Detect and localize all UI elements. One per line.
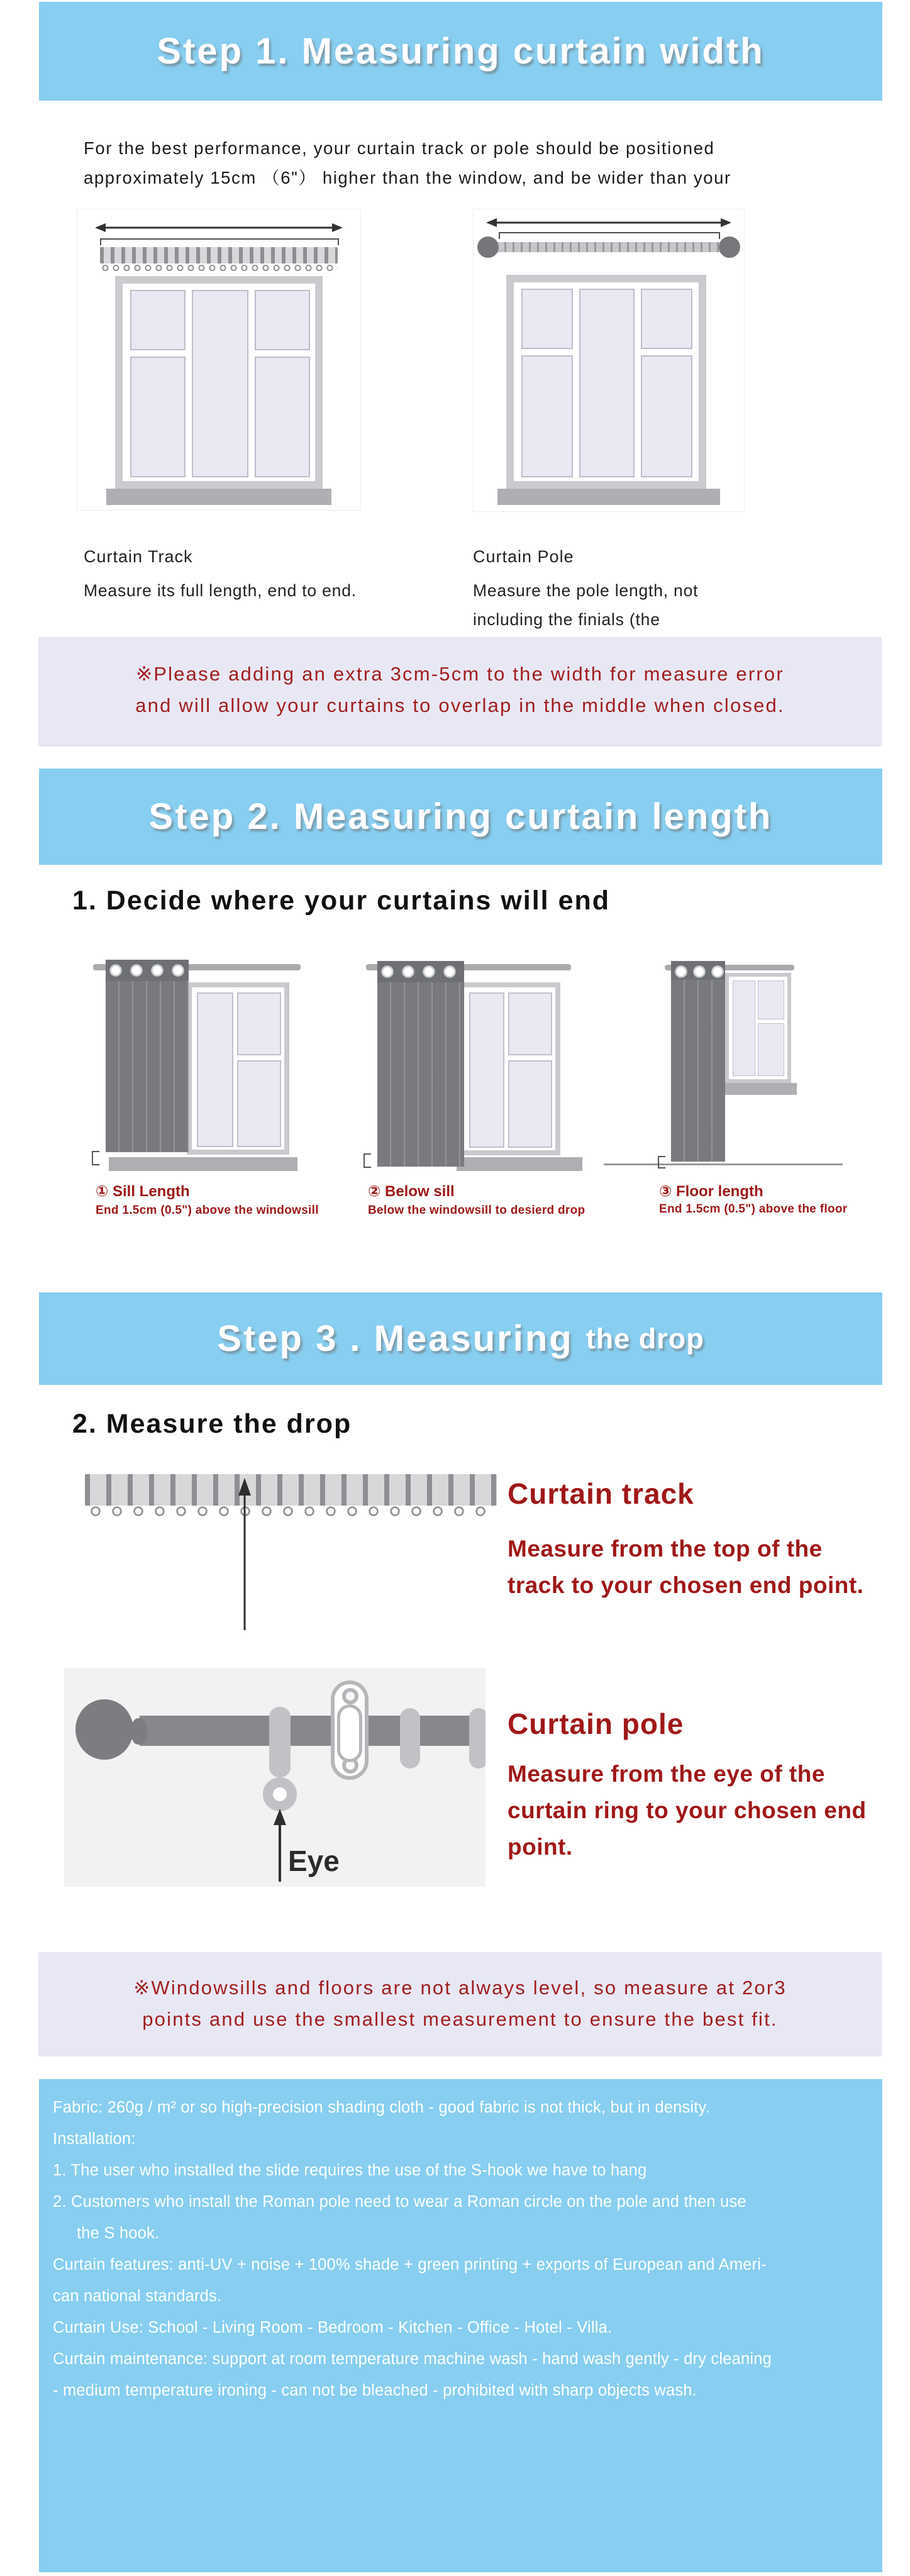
windowsill	[109, 1157, 297, 1171]
ring-eye	[263, 1777, 297, 1811]
windowsill	[715, 1083, 797, 1095]
curtain-ring	[400, 1708, 420, 1768]
detail-line: Curtain Use: School - Living Room - Bedroom - Kitchen - Office - Hotel - Villa.	[53, 2319, 613, 2336]
step2-banner	[39, 769, 882, 865]
curtain-pole-desc: Measure from the eye of the curtain ring to your chosen end point.	[508, 1761, 867, 1860]
track-gliders	[100, 264, 338, 272]
eye-label: Eye	[288, 1845, 340, 1877]
window-pane	[255, 290, 310, 350]
up-arrow-icon	[272, 1809, 288, 1882]
window-pane	[130, 290, 186, 350]
width-note	[38, 637, 882, 747]
caption-desc: Measure the pole length, not including the finials (the	[473, 581, 699, 629]
window-pane	[197, 992, 233, 1147]
step1-banner	[39, 2, 882, 101]
detail-line: 2. Customers who install the Roman pole need to wear a Roman circle on the pole and then use	[53, 2193, 746, 2211]
option-desc: Below the windowsill to desierd drop	[368, 1204, 585, 1217]
step2-banner-title: Step 2. Measuring curtain length	[148, 796, 773, 837]
intro-paragraph	[84, 133, 845, 192]
detail-line: Curtain features: anti-UV + noise + 100% shade + green printing + exports of European and Ameri-	[53, 2256, 767, 2273]
window-pane	[237, 1060, 281, 1147]
window-pane	[255, 357, 310, 477]
detail-line: Fabric: 260g / m² or so high-precision shading cloth - good fabric is not thick, but in density.	[53, 2099, 710, 2116]
pole-finial-left	[477, 236, 499, 258]
bracket-slot	[337, 1704, 362, 1762]
step3-banner-subtitle: the drop	[585, 1322, 704, 1355]
width-arrow-icon	[95, 222, 343, 233]
caption-title: Curtain Pole	[473, 547, 574, 566]
grommet-header	[106, 960, 189, 981]
grommet-header	[377, 961, 464, 982]
pole-finial-collar	[131, 1718, 147, 1745]
window-pane	[508, 992, 552, 1055]
note-line-1: ※Windowsills and floors are not always level, so measure at 2or3	[133, 1977, 787, 1999]
curtain-track-caption	[84, 547, 357, 605]
curtain-ring	[469, 1708, 486, 1768]
product-details-panel	[39, 2079, 882, 2572]
note-line-2: points and use the smallest measurement to ensure the best fit.	[142, 2008, 778, 2030]
curtain-panel	[106, 960, 189, 1152]
end-point-mark	[658, 1156, 665, 1169]
measure-bracket	[499, 232, 720, 239]
up-arrow-icon	[235, 1478, 254, 1630]
window	[459, 982, 560, 1155]
detail-line: - medium temperature ironing - can not be bleached - prohibited with sharp objects wash.	[53, 2382, 697, 2399]
measure-bracket	[100, 238, 339, 245]
pole-finial-right	[719, 236, 740, 258]
track-gliders	[85, 1506, 497, 1518]
curtain-pole-diagram	[473, 209, 745, 512]
curtain-panel	[671, 961, 725, 1162]
step1-banner-title: Step 1. Measuring curtain width	[157, 31, 765, 72]
option-desc: End 1.5cm (0.5") above the windowsill	[96, 1204, 319, 1217]
detail-line: 1. The user who installed the slide requires the use of the S-hook we have to hang	[53, 2162, 647, 2179]
detail-line: Curtain maintenance: support at room temperature machine wash - hand wash gently - dry cleaning	[53, 2350, 772, 2368]
window-pane	[758, 980, 784, 1019]
window-pane	[579, 289, 635, 477]
curtain-pole-figure	[64, 1668, 486, 1887]
curtain-track-title: Curtain track	[508, 1477, 694, 1510]
window-pane	[508, 1060, 552, 1148]
windowsill	[106, 489, 331, 505]
option-label: ③ Floor length	[659, 1183, 763, 1200]
window-pane	[130, 357, 186, 477]
detail-line: the S hook.	[77, 2224, 160, 2242]
curtain-pole-title: Curtain pole	[508, 1707, 684, 1740]
grommet-header	[671, 961, 725, 980]
window-pane	[641, 289, 692, 349]
curtain-track-desc: Measure from the top of the track to your chosen end point.	[508, 1536, 864, 1598]
width-arrow-icon	[486, 217, 731, 228]
window-pane	[521, 289, 573, 349]
window	[506, 275, 706, 489]
note-line-2: and will allow your curtains to overlap in the middle when closed.	[135, 694, 785, 716]
curtain-track-strip	[85, 1474, 497, 1506]
caption-desc: Measure its full length, end to end.	[84, 581, 357, 600]
step3-banner	[39, 1292, 882, 1385]
option-label: ① Sill Length	[96, 1183, 190, 1200]
windowsill	[457, 1157, 582, 1171]
window-pane	[237, 992, 281, 1055]
step2-subheading: 1. Decide where your curtains will end	[72, 886, 611, 916]
curtain-length-options	[0, 943, 910, 1239]
curtain-pole-bar	[496, 242, 721, 252]
detail-line: Installation:	[53, 2130, 136, 2148]
option-label: ② Below sill	[368, 1183, 455, 1200]
detail-line: can national standards.	[53, 2287, 222, 2305]
intro-line-2: approximately 15cm （6"） higher than the window, and be wider than your	[84, 168, 731, 187]
curtain-track-strip	[100, 247, 338, 264]
window-pane	[641, 355, 692, 477]
note-line-1: ※Please adding an extra 3cm-5cm to the width for measure error	[136, 663, 784, 685]
step3-subheading: 2. Measure the drop	[72, 1409, 352, 1439]
end-point-mark	[92, 1151, 99, 1165]
window	[725, 973, 791, 1083]
level-note	[38, 1952, 882, 2057]
window-pane	[733, 980, 755, 1076]
window-pane	[469, 992, 504, 1148]
window-pane	[521, 355, 573, 477]
option-desc: End 1.5cm (0.5") above the floor	[659, 1202, 848, 1216]
end-point-mark	[363, 1153, 371, 1168]
pole-finial-ball	[75, 1699, 133, 1760]
window-pane	[758, 1023, 784, 1076]
intro-line-1: For the best performance, your curtain track or pole should be positioned	[84, 138, 715, 158]
window	[187, 982, 289, 1155]
pole-bar	[140, 1716, 486, 1746]
caption-title: Curtain Track	[84, 547, 193, 566]
windowsill	[497, 489, 720, 505]
curtain-panel	[377, 961, 464, 1167]
curtain-pole-caption	[473, 547, 698, 634]
curtain-ring	[269, 1707, 291, 1777]
curtain-track-diagram	[77, 209, 361, 511]
window-pane	[192, 290, 248, 477]
window	[115, 276, 323, 489]
floor-line	[604, 1163, 843, 1165]
step3-banner-title: Step 3 . Measuring	[217, 1318, 574, 1359]
bracket-screw-hole	[342, 1688, 358, 1704]
